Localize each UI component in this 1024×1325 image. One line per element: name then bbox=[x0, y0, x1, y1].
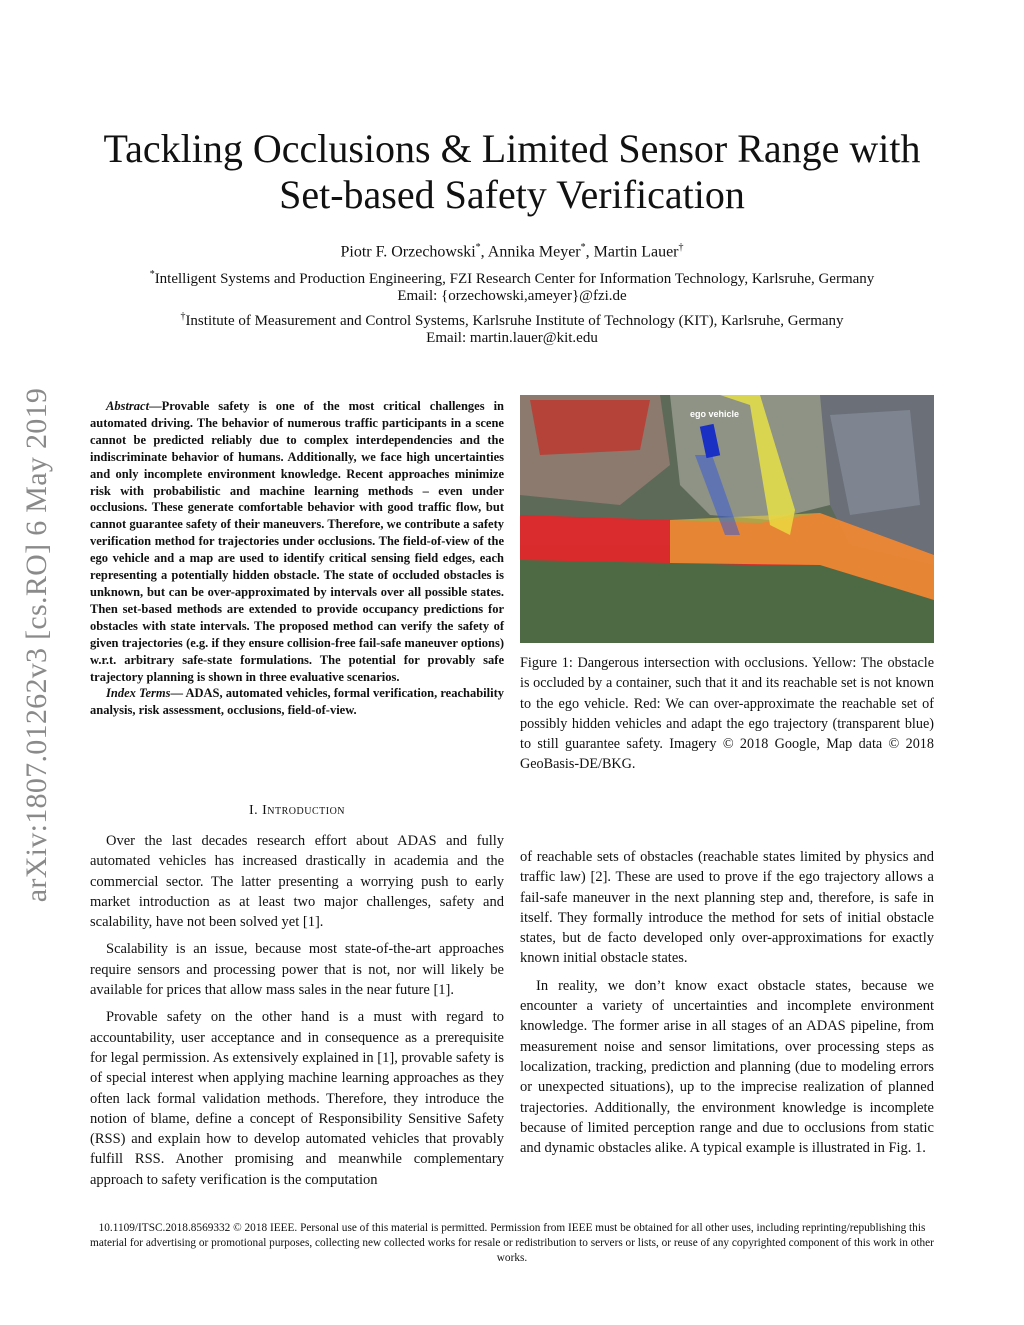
left-column-body bbox=[90, 831, 504, 1197]
title-line-1: Tackling Occlusions & Limited Sensor Range with bbox=[103, 126, 921, 171]
abstract-paragraph: Abstract—Provable safety is one of the most critical challenges in automated driving. The behavior of numerous traffic participants in a scene cannot be predicted reliably due to complex interdependencies and the indiscriminate behavior of humans. Additionally, we face high uncertainties and only incomplete environment knowledge. Recent approaches minimize risk with probabilistic and machine learning methods – even under occlusions. These generate comfortable behavior with good traffic flow, but cannot guarantee safety of their maneuvers. Therefore, we contribute a safety verification method for trajectories under occlusions. The field-of-view of the ego vehicle and a map are used to identify critical sensing field edges, each representing a potentially hidden obstacle. The state of occluded obstacles is unknown, but can be over-approximated by intervals over all possible states. Then set-based methods are extended to provide occupancy predictions for obstacles with state intervals. The proposed method can verify the safety of given trajectories (e.g. if they ensure collision-free fail-safe maneuver options) w.r.t. arbitrary safe-state formulations. The potential for provably safe trajectory planning is shown in three evaluative scenarios. bbox=[90, 399, 504, 684]
affiliation-2-mark: † bbox=[180, 311, 186, 322]
affiliation-2: †Institute of Measurement and Control Systems, Karlsruhe Institute of Technology (KIT), Karlsruhe, Germany bbox=[180, 311, 844, 329]
index-terms: Index Terms— ADAS, automated vehicles, formal verification, reachability analysis, risk assessment, occlusions, field-of-view. bbox=[90, 686, 504, 718]
paragraph: Provable safety on the other hand is a must with regard to accountability, user acceptance and in consequence as a prerequisite for legal permission. As extensively explained in [1], provable safety is of special interest when applying machine learning approaches as they often lack formal validation methods. Therefore, they introduce the notion of blame, define a concept of Responsibility Sensitive Safety (RSS) and explain how to develop automated vehicles that provably fulfill RSS. Another promising and meanwhile complementary approach to safety verification is the computation bbox=[90, 1009, 504, 1188]
section-title: Introduction bbox=[262, 803, 346, 818]
ego-vehicle-label: ego vehicle bbox=[690, 409, 740, 419]
arxiv-identifier: arXiv:1807.01262v3 [cs.RO] 6 May 2019 bbox=[20, 387, 53, 903]
figure-1-image bbox=[520, 395, 934, 643]
paragraph: Over the last decades research effort about ADAS and fully automated vehicles has increased drastically in academia and the commercial sector. The latter presenting a worrying push to early market introduction as at least two major challenges, safety and scalability, have not been solved yet [1]. bbox=[90, 833, 504, 931]
right-column-body bbox=[520, 847, 934, 1165]
author-3: , Martin Lauer bbox=[585, 243, 679, 261]
copyright-footer: 10.1109/ITSC.2018.8569332 © 2018 IEEE. Personal use of this material is permitted. Permission from IEEE must be obtained for all other uses, including reprinting/republishing this material for advertising or promotional purposes, collecting new collected works for resale or redistribution to servers or lists, or reuse of any copyrighted component of this work in other works. bbox=[90, 1222, 934, 1264]
email-1: Email: {orzechowski,ameyer}@fzi.de bbox=[397, 288, 627, 304]
abstract bbox=[90, 398, 504, 719]
paper-title bbox=[80, 126, 944, 218]
abstract-label: Abstract bbox=[106, 399, 150, 413]
paragraph: In reality, we don’t know exact obstacle states, because we encounter a variety of uncertainties and incomplete environment knowledge. The former arise in all stages of an ADAS pipeline, from measurement noise and sensor limitations, over processing steps as localization, tracking, prediction and planning (due to modeling errors or unexpected situations), up to the imprecise realization of planned trajectories. Additionally, the environment knowledge is incomplete because of limited perception range and due to occlusions from static and dynamic obstacles alike. A typical example is illustrated in Fig. 1. bbox=[520, 977, 934, 1157]
red-roof bbox=[530, 400, 650, 455]
author-2: , Annika Meyer bbox=[480, 243, 581, 261]
title-line-2: Set-based Safety Verification bbox=[279, 172, 745, 217]
author-2-mark: * bbox=[580, 242, 586, 253]
author-1-mark: * bbox=[475, 242, 481, 253]
affiliation-1: *Intelligent Systems and Production Engineering, FZI Research Center for Information Technology, Karlsruhe, Germany bbox=[149, 269, 875, 287]
aerial-map-graphic bbox=[520, 395, 934, 643]
paragraph: of reachable sets of obstacles (reachable states limited by physics and traffic law) [2]. These are used to prove if the ego trajectory allows a fail-safe maneuver in the next planning step and, therefore, is safe in itself. They formally introduce the method for sets of initial obstacle states, but de facto developed only over-approximations for exactly known initial obstacle states. bbox=[520, 849, 934, 967]
email-2: Email: martin.lauer@kit.edu bbox=[426, 330, 598, 346]
author-1: Piotr F. Orzechowski bbox=[340, 243, 476, 261]
author-list bbox=[80, 242, 944, 261]
affiliation-1-mark: * bbox=[149, 269, 155, 280]
author-3-mark: † bbox=[678, 242, 684, 253]
figure-1-caption: Figure 1: Dangerous intersection with occlusions. Yellow: The obstacle is occluded by a container, such that it and its reachable set is not known to the ego vehicle. Red: We can over-approximate the reachable set of possibly hidden vehicles and adapt the ego trajectory (transparent blue) to still guarantee safety. Imagery © 2018 Google, Map data © 2018 GeoBasis-DE/BKG. bbox=[520, 655, 934, 773]
paragraph: Scalability is an issue, because most state-of-the-art approaches require sensors and processing power that is not, nor will likely be available for prices that allow mass sales in the near future [1]. bbox=[90, 941, 504, 999]
section-heading: I. Introduction bbox=[248, 803, 346, 818]
index-terms-label: Index Terms bbox=[106, 686, 171, 701]
